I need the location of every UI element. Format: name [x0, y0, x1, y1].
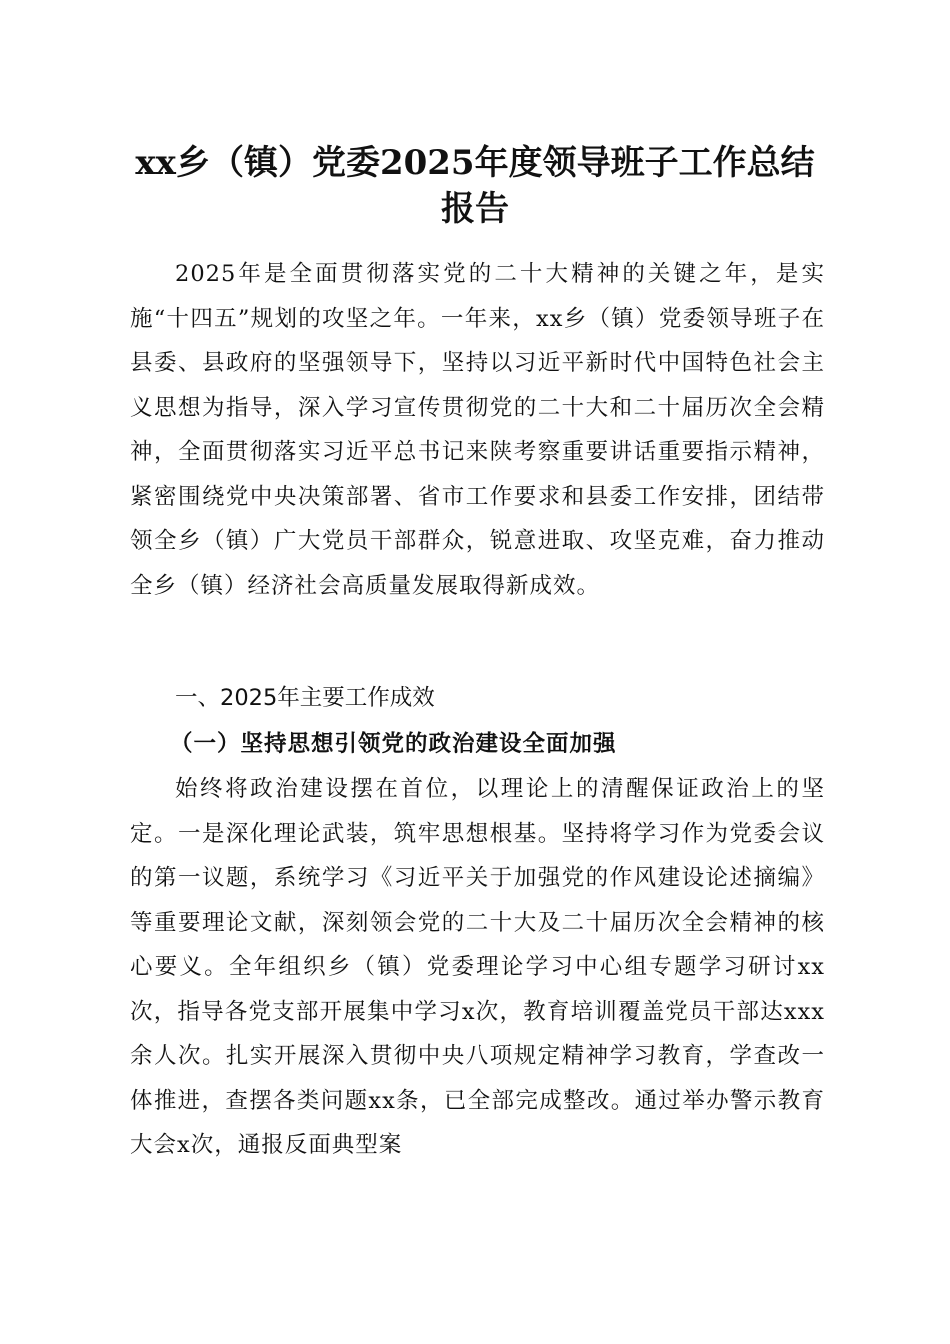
subsection-heading: （一）坚持思想引领党的政治建设全面加强 [170, 731, 617, 757]
title-line-2: 报告 [441, 189, 509, 229]
intro-paragraph: 2025年是全面贯彻落实党的二十大精神的关键之年，是实施“十四五”规划的攻坚之年。一年来，xx乡（镇）党委领导班子在县委、县政府的坚强领导下，坚持以习近平新时代中国特色社会主义思想为指导，深入学习宣传贯彻党的二十大和二十届历次全会精神，全面贯彻落实习近平总书记来陕考察重要讲话重要指示精神，紧密围绕党中央决策部署、省市工作要求和县委工作安排，团结带领全乡（镇）广大党员干部群众，锐意进取、攻坚克难，奋力推动全乡（镇）经济社会高质量发展取得新成效。 [130, 261, 825, 599]
document-title [110, 140, 840, 232]
body-paragraph: 始终将政治建设摆在首位，以理论上的清醒保证政治上的坚定。一是深化理论武装，筑牢思想根基。坚持将学习作为党委会议的第一议题，系统学习《习近平关于加强党的作风建设论述摘编》等重要理论文献，深刻领会党的二十大及二十届历次全会精神的核心要义。全年组织乡（镇）党委理论学习中心组专题学习研讨xx次，指导各党支部开展集中学习x次，教育培训覆盖党员干部达xxx余人次。扎实开展深入贯彻中央八项规定精神学习教育，学查改一体推进，查摆各类问题xx条，已全部完成整改。通过举办警示教育大会x次，通报反面典型案 [130, 776, 825, 1158]
section-heading: 一、2025年主要工作成效 [175, 685, 435, 711]
title-line-1: xx乡（镇）党委2025年度领导班子工作总结 [135, 143, 815, 183]
